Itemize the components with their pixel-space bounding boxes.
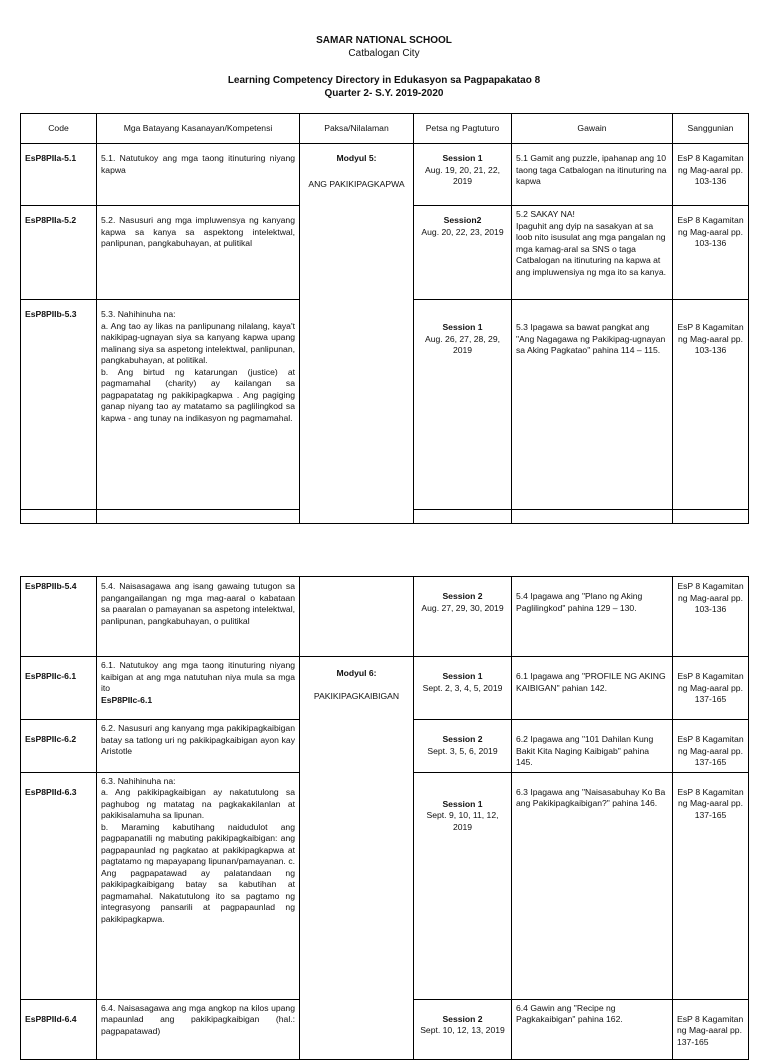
session-dates: Sept. 10, 12, 13, 2019 xyxy=(420,1025,505,1035)
row-sanggunian: EsP 8 Kagamitan ng Mag-aaral pp. 103-136 xyxy=(673,144,749,206)
row-gawain: 5.2 SAKAY NA! Ipaguhit ang dyip na sasakyan at sa loob nito isusulat ang mga pangalan ng mga kamag-aral sa SNS o taga Catbalogan na itinuturing na kapwa at ang impluwensiya ng mga ito sa kanya. xyxy=(512,206,673,300)
row-code: EsP8PIIb-5.4 xyxy=(21,577,97,657)
row-code: EsP8PIIa-5.2 xyxy=(21,206,97,300)
session-dates: Aug. 19, 20, 21, 22, 2019 xyxy=(424,164,500,186)
empty-cell xyxy=(414,510,512,524)
row-petsa xyxy=(414,577,512,657)
row-code: EsP8PIIb-5.3 xyxy=(21,300,97,510)
row-gawain: 5.4 Ipagawa ang "Plano ng Aking Paglilingkod" pahina 129 – 130. xyxy=(512,577,673,657)
row-competency: 6.4. Naisasagawa ang mga angkop na kilos upang mapaunlad ang pakikipagkaibigan (hal.: pagpapatawad) xyxy=(97,999,300,1059)
row-sanggunian: EsP 8 Kagamitan ng Mag-aaral pp. 137-165 xyxy=(673,999,749,1059)
row-code: EsP8PIIc-6.2 xyxy=(21,720,97,773)
row-competency: 6.2. Nasusuri ang kanyang mga pakikipagkaibigan batay sa tatlong uri ng pakikipagkaibigan ayon kay Aristotle xyxy=(97,720,300,773)
table-row xyxy=(21,577,749,657)
session-label: Session 2 xyxy=(442,591,483,601)
row-gawain: 5.1 Gamit ang puzzle, ipahanap ang 10 taong taga Catbalogan na itinuturing na kapwa xyxy=(512,144,673,206)
row-code: EsP8PIIa-5.1 xyxy=(21,144,97,206)
row-competency: 6.3. Nahihinuha na: a. Ang pakikipagkaibigan ay nakatutulong sa paghubog ng matatag na pagkakakilanlan at pakikisalamuha sa lipunan. b. Maraming kabutihang naidudulot ang pagpapanatili ng mabuting pakikipagkaibigan: ang pagpapaunlad ng pagkatao at pakikipagkapwa at pagtatamo ng mapayapang lipunan/pamayanan. c. Ang pagpapatawad ay palatandaan ng pakikipagkaibigang batay sa kabutihan at pagmamahal. Nakatutulong ito sa pagtamo ng integrasyong pansarili at pagpapaunlad ng pakikipagkapwa. xyxy=(97,772,300,999)
row-petsa xyxy=(414,657,512,720)
session-label: Session 2 xyxy=(442,1013,483,1024)
row-sanggunian: EsP 8 Kagamitan ng Mag-aaral pp. 103-136 xyxy=(673,577,749,657)
row-sanggunian: EsP 8 Kagamitan ng Mag-aaral pp. 103-136 xyxy=(673,206,749,300)
table-row xyxy=(21,144,749,206)
session-label: Session2 xyxy=(443,215,482,225)
module-5-cell xyxy=(300,144,414,524)
module-label: Modyul 5: xyxy=(336,153,377,163)
empty-cell xyxy=(21,510,97,524)
row-petsa xyxy=(414,720,512,773)
session-label: Session 1 xyxy=(442,671,483,681)
row-gawain: 6.4 Gawin ang "Recipe ng Pagkakaibigan" pahina 162. xyxy=(512,999,673,1059)
row-petsa xyxy=(414,999,512,1059)
school-city: Catbalogan City xyxy=(348,48,420,59)
row-competency: 5.2. Nasusuri ang mga impluwensya ng kanyang kapwa sa kanya sa aspektong intelektwal, panlipunan, pangkabuhayan, at pulitikal xyxy=(97,206,300,300)
session-label: Session 1 xyxy=(442,153,483,163)
school-name: SAMAR NATIONAL SCHOOL xyxy=(316,35,452,46)
module-name: ANG PAKIKIPAGKAPWA xyxy=(308,178,405,189)
row-sanggunian: EsP 8 Kagamitan ng Mag-aaral pp. 137-165 xyxy=(673,772,749,999)
session-dates: Sept. 2, 3, 4, 5, 2019 xyxy=(422,682,503,693)
session-label: Session 2 xyxy=(442,734,483,744)
column-header-sanggunian: Sanggunian xyxy=(673,114,749,144)
empty-cell xyxy=(97,510,300,524)
row-code: EsP8PIId-6.4 xyxy=(21,999,97,1059)
row-competency xyxy=(97,657,300,720)
row-competency: 5.1. Natutukoy ang mga taong itinuturing niyang kapwa xyxy=(97,144,300,206)
row-competency: 5.3. Nahihinuha na: a. Ang tao ay likas na panlipunang nilalang, kaya't nakikipag-ugnayan siya sa kanyang kapwa upang malinang siya sa aspetong intelektwal, panlipunan, pangkabuhayan, at politikal. b. Ang birtud ng katarungan (justice) at pagmamahal (charity) ay kailangan sa pagpapatatag ng pakikipagkapwa . Ang pagiging ganap niyang tao ay matatamo sa paglilingkod sa kapwa - ang tunay na indikasyon ng pagmamahal. xyxy=(97,300,300,510)
row-petsa xyxy=(414,300,512,510)
row-code: EsP8PIId-6.3 xyxy=(21,772,97,999)
session-dates: Sept. 9, 10, 11, 12, 2019 xyxy=(426,810,499,832)
competency-table-page-2 xyxy=(20,576,749,1060)
row-competency: 5.4. Naisasagawa ang isang gawaing tutugon sa pangangailangan ng mga mag-aaral o kabataan sa paaralan o pamayanan sa aspetong intelektwal, panlipunan, pangkabuhayan, o pulitikal xyxy=(97,577,300,657)
session-label: Session 1 xyxy=(442,322,483,332)
competency-text: 6.1. Natutukoy ang mga taong itinuturing niyang kaibigan at ang mga natutuhan niya mula sa mga ito xyxy=(101,660,295,693)
table-header-row xyxy=(21,114,749,144)
document-quarter: Quarter 2- S.Y. 2019-2020 xyxy=(324,88,444,99)
module-6-cell xyxy=(300,657,414,1060)
row-petsa xyxy=(414,772,512,999)
empty-paksa-cell xyxy=(300,577,414,657)
row-gawain: 6.1 Ipagawa ang "PROFILE NG AKING KAIBIGAN" pahian 142. xyxy=(512,657,673,720)
column-header-code: Code xyxy=(21,114,97,144)
empty-cell xyxy=(512,510,673,524)
session-dates: Sept. 3, 5, 6, 2019 xyxy=(427,745,498,756)
session-dates: Aug. 26, 27, 28, 29, 2019 xyxy=(424,333,500,355)
column-header-paksa: Paksa/Nilalaman xyxy=(300,114,414,144)
module-label: Modyul 6: xyxy=(336,667,377,678)
competency-table-page-1 xyxy=(20,113,749,524)
column-header-competency: Mga Batayang Kasanayan/Kompetensi xyxy=(97,114,300,144)
row-sanggunian: EsP 8 Kagamitan ng Mag-aaral pp. 137-165 xyxy=(673,657,749,720)
competency-code: EsP8PIIc-6.1 xyxy=(101,694,153,705)
row-sanggunian: EsP 8 Kagamitan ng Mag-aaral pp. 137-165 xyxy=(673,720,749,773)
session-dates: Aug. 27, 29, 30, 2019 xyxy=(421,602,504,613)
empty-cell xyxy=(673,510,749,524)
module-name: PAKIKIPAGKAIBIGAN xyxy=(313,691,400,702)
row-gawain: 6.3 Ipagawa ang "Naisasabuhay Ko Ba ang Pakikipagkaibigan?" pahina 146. xyxy=(512,772,673,999)
row-petsa xyxy=(414,144,512,206)
column-header-petsa: Petsa ng Pagtuturo xyxy=(414,114,512,144)
row-petsa xyxy=(414,206,512,300)
row-sanggunian: EsP 8 Kagamitan ng Mag-aaral pp. 103-136 xyxy=(673,300,749,510)
document-title: Learning Competency Directory in Edukasyon sa Pagpapakatao 8 xyxy=(227,75,541,86)
session-dates: Aug. 20, 22, 23, 2019 xyxy=(421,226,504,237)
session-label: Session 1 xyxy=(442,798,483,809)
row-gawain: 6.2 Ipagawa ang "101 Dahilan Kung Bakit Kita Naging Kaibigab" pahina 145. xyxy=(512,720,673,773)
row-gawain: 5.3 Ipagawa sa bawat pangkat ang "Ang Nagagawa ng Pakikipag-ugnayan sa Aking Pagkatao" pahina 114 – 115. xyxy=(512,300,673,510)
table-row xyxy=(21,657,749,720)
column-header-gawain: Gawain xyxy=(512,114,673,144)
row-code: EsP8PIIc-6.1 xyxy=(21,657,97,720)
